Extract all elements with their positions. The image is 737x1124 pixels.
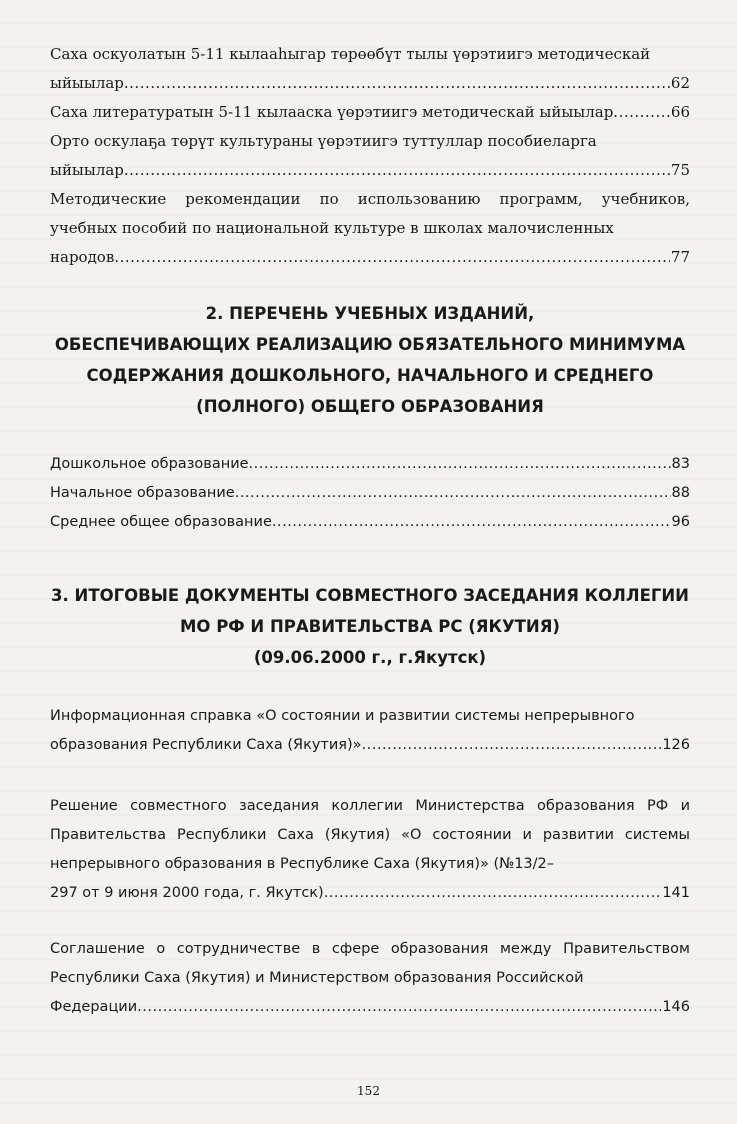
section1-toc: [50, 40, 690, 272]
toc-entry-label: Начальное образование: [50, 485, 235, 501]
toc-entry-line: [50, 98, 690, 127]
page-number: 152: [357, 1084, 380, 1098]
toc-entry-line: [50, 450, 690, 479]
section2-heading: [40, 298, 700, 422]
section3-heading: [40, 580, 700, 673]
leader-dots: [362, 731, 662, 760]
section3-entry-2: [50, 792, 690, 908]
heading-line: (ПОЛНОГО) ОБЩЕГО ОБРАЗОВАНИЯ: [196, 397, 544, 416]
toc-entry-text: Соглашение о сотрудничестве в сфере образования между Правительством Республики Саха (Якутия) и Министерством образования Российской: [50, 941, 690, 986]
toc-page-number: 126: [662, 737, 690, 753]
toc-entry-label: 297 от 9 июня 2000 года, г. Якутск): [50, 885, 324, 901]
heading-line: ОБЕСПЕЧИВАЮЩИХ РЕАЛИЗАЦИЮ ОБЯЗАТЕЛЬНОГО МИНИМУМА: [54, 335, 686, 354]
leader-dots: [249, 450, 671, 479]
leader-dots: [324, 879, 662, 908]
leader-dots: [124, 69, 670, 98]
toc-entry-label: ыйыылар: [50, 74, 124, 92]
toc-page-number: 141: [662, 885, 690, 901]
toc-entry-label: Среднее общее образование: [50, 514, 272, 530]
toc-page-number: 77: [670, 248, 690, 266]
toc-entry-text: Саха оскуолатын 5-11 кылааһыгар төрөөбүт тылы үөрэтиигэ методическай: [50, 45, 651, 63]
toc-entry-text: Методические рекомендации по использованию программ, учебников, учебных пособий по национальной культуре в школах малочисленных: [50, 190, 690, 237]
toc-page-number: 146: [662, 999, 690, 1015]
heading-line: МО РФ И ПРАВИТЕЛЬСТВА РС (ЯКУТИЯ): [180, 617, 560, 636]
toc-entry-text: Решение совместного заседания коллегии Министерства образования РФ и Правительства Республики Саха (Якутия) «О состоянии и развитии системы непрерывного образования в Республике Саха (Якутия)» (№13/2–: [50, 798, 690, 872]
toc-page-number: 66: [670, 103, 690, 121]
toc-page-number: 88: [671, 485, 690, 501]
toc-entry-line: [50, 879, 690, 908]
toc-entry-line: [50, 508, 690, 537]
toc-entry-label: Саха литературатын 5-11 кылааска үөрэтиигэ методическай ыйыылар: [50, 103, 614, 121]
leader-dots: [137, 993, 661, 1022]
toc-page-number: 62: [670, 74, 690, 92]
toc-entry-line: [50, 243, 690, 272]
toc-entry-label: ыйыылар: [50, 161, 124, 179]
section2-toc: [50, 450, 690, 537]
heading-line: 3. ИТОГОВЫЕ ДОКУМЕНТЫ СОВМЕСТНОГО ЗАСЕДАНИЯ КОЛЛЕГИИ: [51, 586, 689, 605]
toc-page-number: 83: [671, 456, 690, 472]
toc-entry-line: [50, 993, 690, 1022]
section3-entry-1: [50, 702, 690, 760]
toc-entry-label: образования Республики Саха (Якутия)»: [50, 737, 362, 753]
heading-line: 2. ПЕРЕЧЕНЬ УЧЕБНЫХ ИЗДАНИЙ,: [205, 304, 535, 323]
leader-dots: [272, 508, 671, 537]
leader-dots: [613, 98, 670, 127]
section3-entry-3: [50, 935, 690, 1022]
heading-line: (09.06.2000 г., г.Якутск): [253, 648, 487, 667]
leader-dots: [124, 156, 670, 185]
toc-entry-line: [50, 156, 690, 185]
toc-entry-line: [50, 731, 690, 760]
toc-entry-label: Федерации: [50, 999, 138, 1015]
toc-entry-text: Информационная справка «О состоянии и развитии системы непрерывного: [50, 708, 635, 724]
leader-dots: [114, 243, 670, 272]
toc-entry-label: народов: [50, 248, 115, 266]
heading-line: СОДЕРЖАНИЯ ДОШКОЛЬНОГО, НАЧАЛЬНОГО И СРЕДНЕГО: [86, 366, 654, 385]
toc-entry-line: [50, 479, 690, 508]
toc-page-number: 75: [670, 161, 690, 179]
toc-entry-label: Дошкольное образование: [50, 456, 249, 472]
leader-dots: [235, 479, 671, 508]
toc-entry-text: Орто оскулаҕа төрүт культураны үөрэтиигэ туттуллар пособиеларга: [50, 132, 597, 150]
toc-entry-line: [50, 69, 690, 98]
toc-page-number: 96: [671, 514, 690, 530]
